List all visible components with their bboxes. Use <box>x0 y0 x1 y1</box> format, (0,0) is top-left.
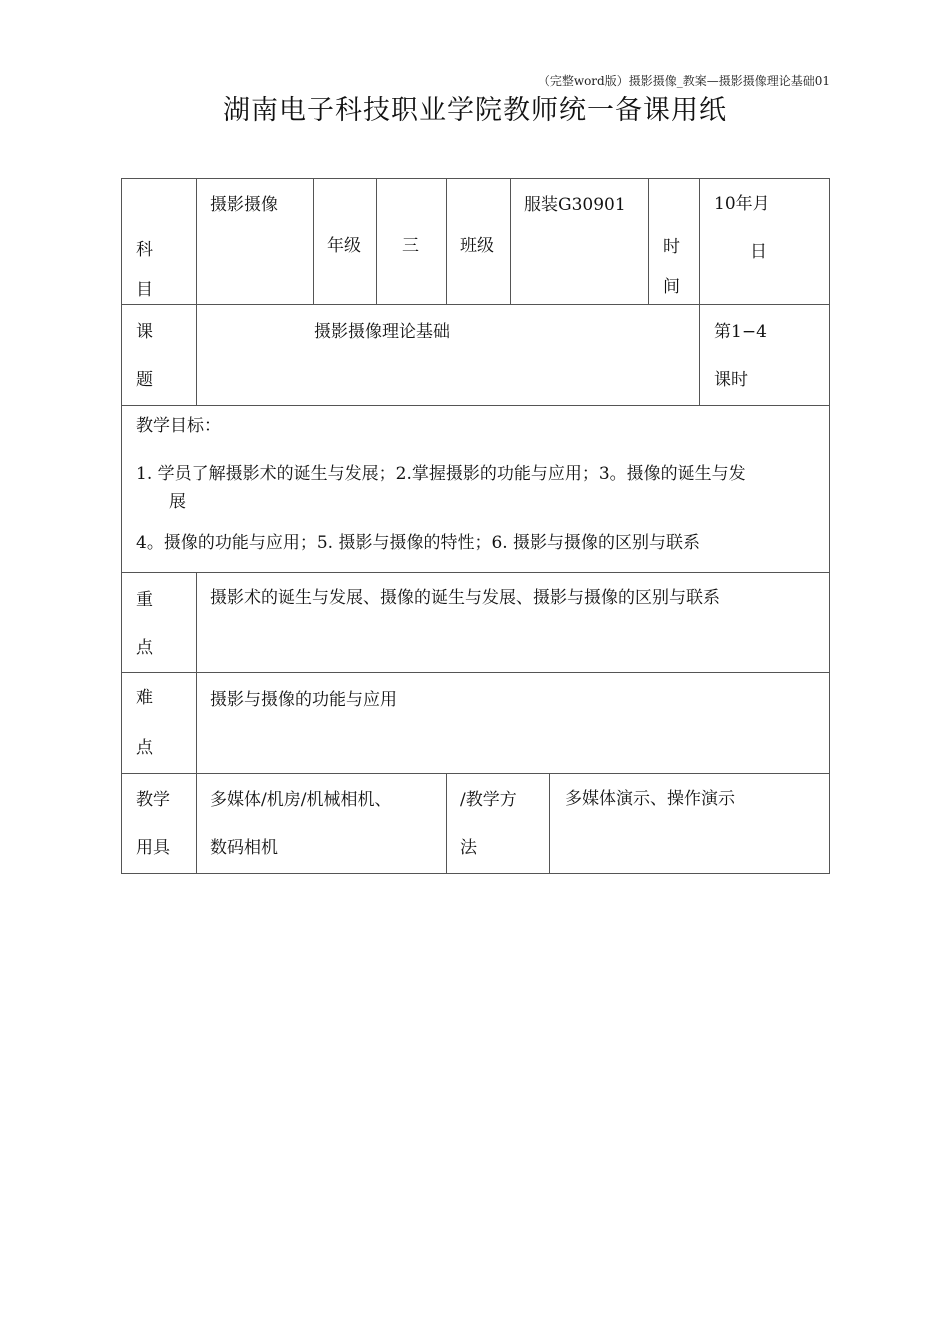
difficulties-label-1: 难 <box>136 688 153 708</box>
topic-label-2: 题 <box>136 370 153 390</box>
objectives-title: 教学目标： <box>136 416 221 436</box>
class-value: 服装G30901 <box>524 195 626 215</box>
subject-label-cell <box>122 179 197 305</box>
difficulties-row <box>122 673 830 774</box>
objectives-row <box>122 406 830 573</box>
method-value-cell <box>550 774 830 874</box>
topic-value-cell <box>197 305 700 406</box>
grade-label: 年级 <box>327 236 361 256</box>
grade-value-cell <box>377 179 447 305</box>
document-header-note: （完整word版）摄影摄像_教案—摄影摄像理论基础01 <box>537 74 830 88</box>
grade-value: 三 <box>402 236 419 256</box>
objectives-line-2: 4。摄像的功能与应用；5. 摄影与摄像的特性；6. 摄影与摄像的区别与联系 <box>136 533 701 553</box>
difficulties-label-cell <box>122 673 197 774</box>
key-points-value: 摄影术的诞生与发展、摄像的诞生与发展、摄影与摄像的区别与联系 <box>210 588 720 608</box>
subject-label-1: 科 <box>136 240 153 260</box>
tools-row <box>122 774 830 874</box>
key-points-label-cell <box>122 573 197 673</box>
subject-value: 摄影摄像 <box>210 195 278 215</box>
key-points-row <box>122 573 830 673</box>
time-label-1: 时 <box>663 237 681 257</box>
period-line-1: 第1−4 <box>714 322 767 342</box>
topic-row <box>122 305 830 406</box>
key-points-value-cell <box>197 573 830 673</box>
method-label-cell <box>447 774 550 874</box>
class-label-cell <box>447 179 511 305</box>
tools-label-cell <box>122 774 197 874</box>
topic-label-cell <box>122 305 197 406</box>
time-value-2: 日 <box>750 242 768 262</box>
period-line-2: 课时 <box>714 370 749 390</box>
topic-value: 摄影摄像理论基础 <box>314 322 450 342</box>
tools-label-1: 教学 <box>136 790 170 810</box>
method-label-1: /教学方 <box>460 790 517 810</box>
subject-label-2: 目 <box>136 280 153 300</box>
difficulties-label-2: 点 <box>136 738 153 758</box>
method-value: 多媒体演示、操作演示 <box>565 789 735 809</box>
time-label-2: 间 <box>663 277 681 297</box>
time-value-cell <box>700 179 830 305</box>
time-value-1: 10年月 <box>714 194 770 214</box>
objectives-cell <box>122 406 830 573</box>
lesson-plan-table <box>121 178 830 874</box>
method-label-2: 法 <box>460 838 477 858</box>
topic-label-1: 课 <box>136 322 153 342</box>
objectives-line-1-continued: 展 <box>169 492 186 512</box>
info-row <box>122 179 830 305</box>
grade-label-cell <box>314 179 377 305</box>
class-value-cell <box>511 179 649 305</box>
tools-label-2: 用具 <box>136 838 170 858</box>
key-points-label-2: 点 <box>136 638 153 658</box>
subject-value-cell <box>197 179 314 305</box>
key-points-label-1: 重 <box>136 590 153 610</box>
class-label: 班级 <box>460 236 494 256</box>
tools-value-cell <box>197 774 447 874</box>
objectives-line-1: 1. 学员了解摄影术的诞生与发展；2.掌握摄影的功能与应用；3。摄像的诞生与发 <box>136 464 746 484</box>
tools-value-2: 数码相机 <box>210 838 278 858</box>
page-title: 湖南电子科技职业学院教师统一备课用纸 <box>223 95 727 126</box>
period-cell <box>700 305 830 406</box>
difficulties-value-cell <box>197 673 830 774</box>
tools-value-1: 多媒体/机房/机械相机、 <box>210 790 392 810</box>
time-label-cell <box>649 179 700 305</box>
difficulties-value: 摄影与摄像的功能与应用 <box>210 690 397 710</box>
